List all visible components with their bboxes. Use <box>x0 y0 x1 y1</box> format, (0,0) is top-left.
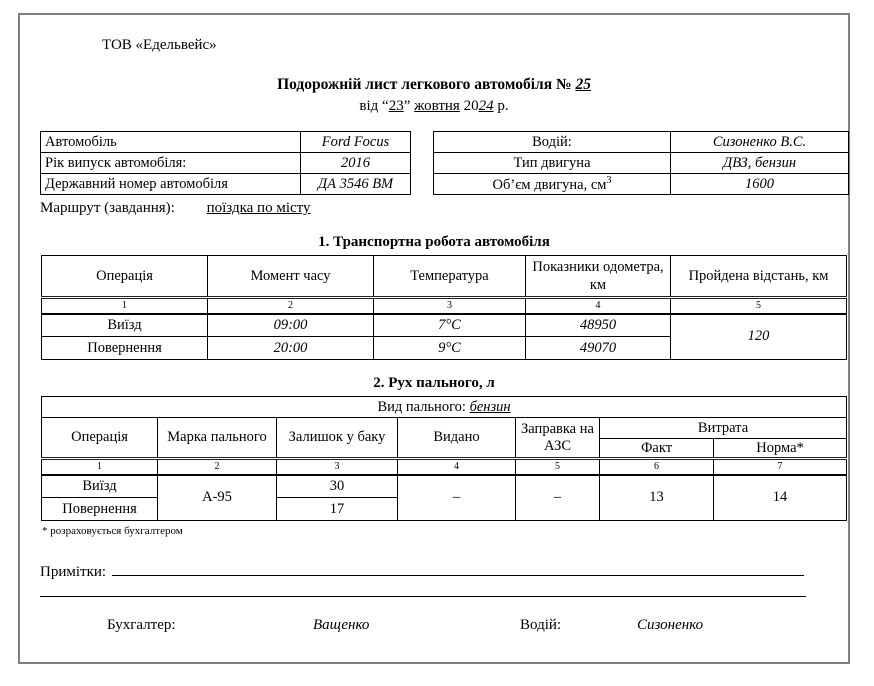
consumption-norm-cell: 14 <box>714 475 847 521</box>
signatures-row <box>20 617 848 639</box>
col-temperature: Температура <box>374 256 526 298</box>
col-operation: Операція <box>42 418 158 459</box>
driver-label: Водій: <box>434 132 671 153</box>
distance-cell: 120 <box>671 314 847 360</box>
date-day: 23 <box>388 98 404 114</box>
operation-cell: Виїзд <box>42 314 208 337</box>
route-value: поїздка по місту <box>206 200 311 216</box>
table-header-row <box>42 418 847 439</box>
car-year-value: 2016 <box>301 153 411 174</box>
issued-cell: – <box>398 475 516 521</box>
route-label: Маршрут (завдання): <box>40 200 175 216</box>
operation-cell: Повернення <box>42 498 158 521</box>
col-distance: Пройдена відстань, км <box>671 256 847 298</box>
col-num: 3 <box>374 298 526 314</box>
temperature-cell: 7°С <box>374 314 526 337</box>
col-fuel-brand: Марка пального <box>158 418 277 459</box>
col-num: 5 <box>516 459 600 475</box>
notes-line <box>40 561 848 581</box>
transport-work-table <box>41 255 847 360</box>
footnote: * розраховується бухгалтером <box>42 525 183 537</box>
table-row <box>41 153 411 174</box>
notes-label: Примітки: <box>40 564 107 580</box>
route-line <box>40 200 848 217</box>
temperature-cell: 9°С <box>374 337 526 360</box>
col-num: 4 <box>398 459 516 475</box>
section2-title: 2. Рух пального, л <box>373 375 495 391</box>
date-suffix: р. <box>493 98 509 114</box>
col-odometer: Показники одометра, км <box>526 256 671 298</box>
company-name: ТОВ «Едельвейс» <box>102 37 217 53</box>
table-row-departure <box>42 314 847 337</box>
date-mid: ” <box>403 98 415 114</box>
col-consumption: Витрата <box>600 418 847 439</box>
driver-info-table <box>433 131 849 195</box>
col-num: 1 <box>42 298 208 314</box>
time-cell: 20:00 <box>208 337 374 360</box>
info-tables <box>40 131 848 195</box>
section1-title: 1. Транспортна робота автомобіля <box>318 234 550 250</box>
col-num: 6 <box>600 459 714 475</box>
driver-signature: Сизоненко <box>637 617 704 633</box>
engine-volume-label <box>434 174 671 195</box>
col-norm: Норма* <box>714 439 847 459</box>
col-num: 5 <box>671 298 847 314</box>
car-info-table <box>40 131 411 195</box>
notes-blank-line-2 <box>40 595 806 597</box>
fuel-type-value: бензин <box>469 398 511 415</box>
col-refueled: Заправка на АЗС <box>516 418 600 459</box>
table-header-row <box>42 256 847 298</box>
table-row <box>41 132 411 153</box>
table-row <box>434 132 849 153</box>
col-num: 4 <box>526 298 671 314</box>
table-row <box>434 153 849 174</box>
engine-volume-label-text: Об’єм двигуна, см <box>492 176 607 193</box>
document-page <box>18 13 850 664</box>
date-year-value: 24 <box>478 98 494 114</box>
table-row-departure <box>42 475 847 498</box>
col-tank-remainder: Залишок у баку <box>277 418 398 459</box>
remainder-cell: 30 <box>277 475 398 498</box>
fuel-brand-cell: А-95 <box>158 475 277 521</box>
column-number-row <box>42 459 847 475</box>
time-cell: 09:00 <box>208 314 374 337</box>
document-title <box>20 76 848 94</box>
car-label: Автомобіль <box>41 132 301 153</box>
fuel-type-cell <box>42 397 847 418</box>
table-row <box>41 174 411 195</box>
driver-name-value: Сизоненко В.С. <box>671 132 849 153</box>
accountant-label: Бухгалтер: <box>107 617 176 633</box>
consumption-fact-cell: 13 <box>600 475 714 521</box>
car-value: Ford Focus <box>301 132 411 153</box>
title-text: Подорожній лист легкового автомобіля № <box>277 76 576 93</box>
col-issued: Видано <box>398 418 516 459</box>
document-date <box>20 98 848 115</box>
operation-cell: Виїзд <box>42 475 158 498</box>
refueled-cell: – <box>516 475 600 521</box>
driver-label: Водій: <box>520 617 562 633</box>
date-year-static: 20 <box>459 98 479 114</box>
operation-cell: Повернення <box>42 337 208 360</box>
date-month: жовтня <box>414 98 460 114</box>
car-plate-label: Державний номер автомобіля <box>41 174 301 195</box>
notes-blank-line <box>112 561 804 576</box>
date-prefix: від “ <box>359 98 389 114</box>
column-number-row <box>42 298 847 314</box>
odometer-cell: 48950 <box>526 314 671 337</box>
odometer-cell: 49070 <box>526 337 671 360</box>
col-time: Момент часу <box>208 256 374 298</box>
col-num: 2 <box>208 298 374 314</box>
engine-type-value: ДВЗ, бензин <box>671 153 849 174</box>
col-num: 3 <box>277 459 398 475</box>
table-row <box>434 174 849 195</box>
col-num: 7 <box>714 459 847 475</box>
col-num: 2 <box>158 459 277 475</box>
fuel-table <box>41 396 847 521</box>
col-num: 1 <box>42 459 158 475</box>
engine-type-label: Тип двигуна <box>434 153 671 174</box>
col-fact: Факт <box>600 439 714 459</box>
engine-volume-value: 1600 <box>671 174 849 195</box>
fuel-type-label: Вид пального: <box>377 398 470 415</box>
car-plate-value: ДА 3546 ВМ <box>301 174 411 195</box>
engine-volume-sup: 3 <box>606 174 612 186</box>
remainder-cell: 17 <box>277 498 398 521</box>
col-operation: Операція <box>42 256 208 298</box>
car-year-label: Рік випуск автомобіля: <box>41 153 301 174</box>
fuel-type-row <box>42 397 847 418</box>
accountant-signature: Ващенко <box>313 617 370 633</box>
waybill-number: 25 <box>575 76 591 93</box>
